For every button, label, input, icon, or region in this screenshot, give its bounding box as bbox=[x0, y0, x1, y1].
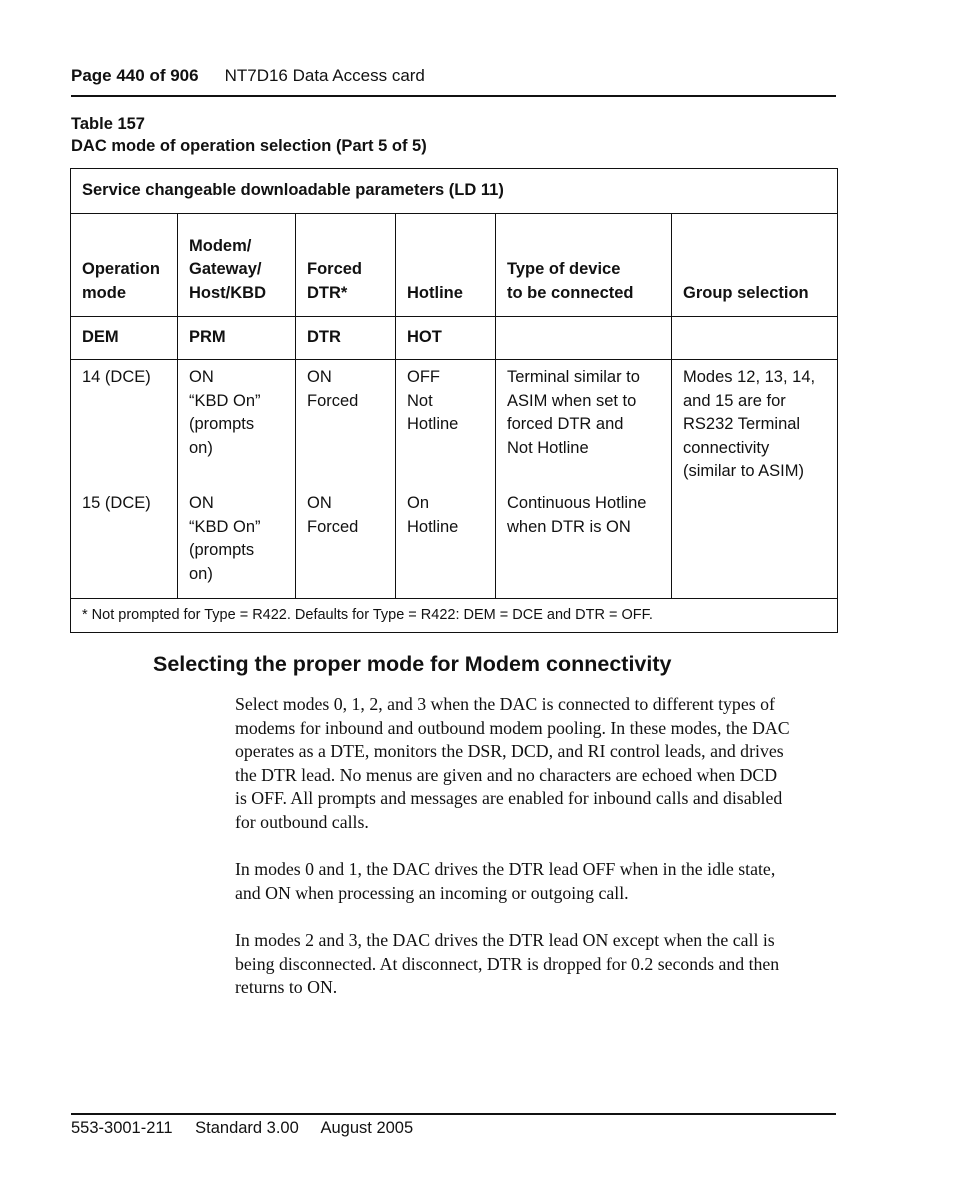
table-section-header-row bbox=[71, 169, 838, 214]
hotline-cell: On Hotline bbox=[396, 492, 496, 599]
document-title: NT7D16 Data Access card bbox=[224, 66, 425, 85]
col-header-forced-dtr: Forced DTR* bbox=[296, 214, 396, 317]
section-heading: Selecting the proper mode for Modem connectivity bbox=[153, 652, 672, 676]
col-header-modem: Modem/ Gateway/ Host/KBD bbox=[178, 214, 296, 317]
hotline-cell: OFF Not Hotline bbox=[396, 360, 496, 493]
col-header-device-type: Type of device to be connected bbox=[496, 214, 672, 317]
col-header-operation-mode: Operation mode bbox=[71, 214, 178, 317]
footer-rule bbox=[71, 1113, 836, 1115]
page-header bbox=[71, 66, 836, 86]
table-number: Table 157 bbox=[71, 115, 145, 133]
column-header-row bbox=[71, 214, 838, 317]
forced-dtr-cell: ON Forced bbox=[296, 492, 396, 599]
prompt-code-row bbox=[71, 317, 838, 360]
header-rule bbox=[71, 95, 836, 97]
document-date: August 2005 bbox=[320, 1119, 414, 1137]
table-footnote: * Not prompted for Type = R422. Defaults for Type = R422: DEM = DCE and DTR = OFF. bbox=[71, 599, 838, 633]
table-row bbox=[71, 360, 838, 493]
device-cell: Terminal similar to ASIM when set to forced DTR and Not Hotline bbox=[496, 360, 672, 493]
device-cell: Continuous Hotline when DTR is ON bbox=[496, 492, 672, 599]
document-number: 553-3001-211 bbox=[71, 1119, 173, 1137]
paragraph: In modes 2 and 3, the DAC drives the DTR lead ON except when the call is being disconnected. At disconnect, DTR is dropped for 0.2 seconds and then returns to ON. bbox=[235, 930, 780, 998]
table-caption bbox=[71, 113, 427, 157]
paragraph: In modes 0 and 1, the DAC drives the DTR lead OFF when in the idle state, and ON when processing an incoming or outgoing call. bbox=[235, 859, 776, 903]
group-cell: Modes 12, 13, 14, and 15 are for RS232 Terminal connectivity (similar to ASIM) bbox=[672, 360, 838, 493]
forced-dtr-cell: ON Forced bbox=[296, 360, 396, 493]
table-footnote-row bbox=[71, 599, 838, 633]
col-header-hotline: Hotline bbox=[396, 214, 496, 317]
document-standard: Standard 3.00 bbox=[195, 1119, 299, 1137]
page-number: Page 440 of 906 bbox=[71, 66, 199, 85]
table-row bbox=[71, 492, 838, 599]
modem-cell: ON “KBD On” (prompts on) bbox=[178, 360, 296, 493]
table-title: DAC mode of operation selection (Part 5 of 5) bbox=[71, 137, 427, 155]
section-header-cell: Service changeable downloadable parameters (LD 11) bbox=[71, 169, 838, 214]
code-cell: HOT bbox=[396, 317, 496, 360]
modem-cell: ON “KBD On” (prompts on) bbox=[178, 492, 296, 599]
mode-cell: 14 (DCE) bbox=[71, 360, 178, 493]
col-header-group-selection: Group selection bbox=[672, 214, 838, 317]
code-cell: PRM bbox=[178, 317, 296, 360]
paragraph: Select modes 0, 1, 2, and 3 when the DAC is connected to different types of modems for inbound and outbound modem pooling. In these modes, the DAC operates as a DTE, monitors the DSR, DCD, and RI control leads, and drives the DTR lead. No menus are given and no characters are echoed when DCD is OFF. All prompts and messages are enabled for inbound calls and disabled for outbound calls. bbox=[235, 694, 790, 832]
code-cell bbox=[496, 317, 672, 360]
group-cell bbox=[672, 492, 838, 599]
page-footer bbox=[71, 1118, 431, 1138]
code-cell: DTR bbox=[296, 317, 396, 360]
dac-mode-table bbox=[70, 168, 838, 633]
code-cell: DEM bbox=[71, 317, 178, 360]
code-cell bbox=[672, 317, 838, 360]
mode-cell: 15 (DCE) bbox=[71, 492, 178, 599]
